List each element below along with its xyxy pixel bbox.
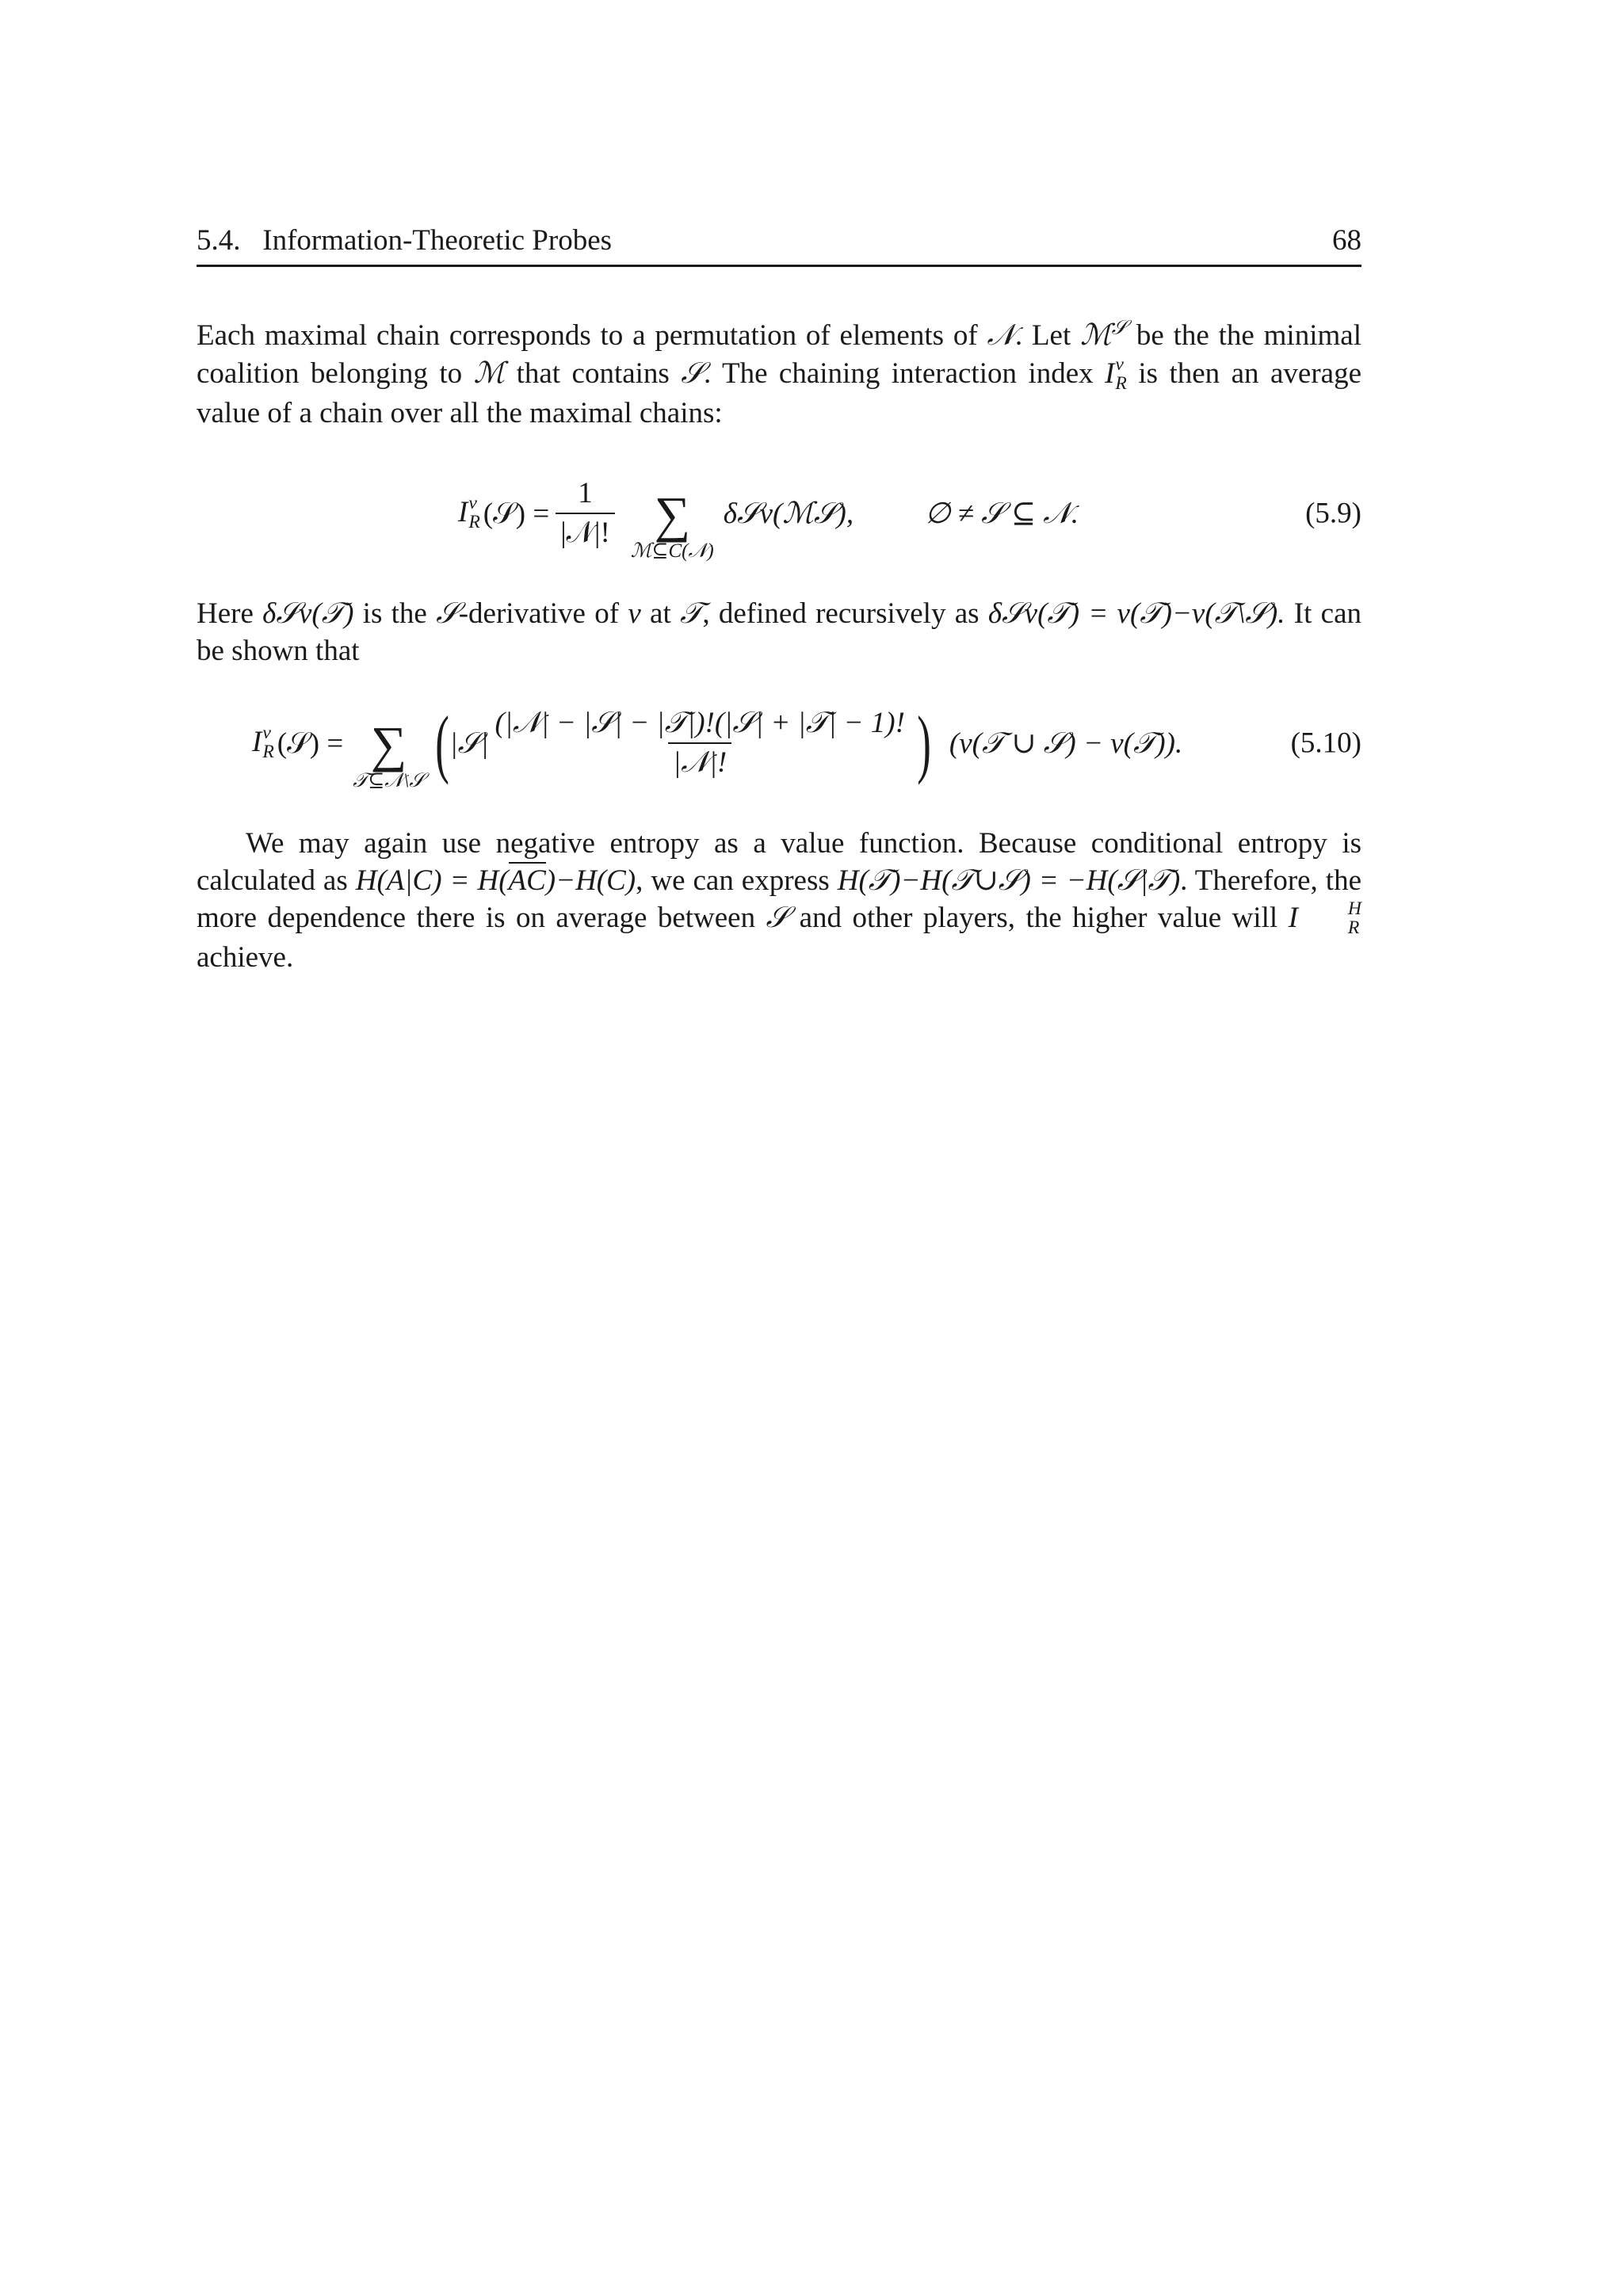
denominator: |𝒩|!: [556, 513, 615, 551]
text: -derivative of: [458, 597, 628, 631]
text: achieve.: [197, 941, 294, 974]
text: be the the minimal coalition belonging to: [197, 319, 1361, 390]
page-number: 68: [1332, 224, 1361, 257]
math: δ𝒮v(𝒯) = v(𝒯)−v(𝒯\𝒮).: [987, 597, 1285, 631]
text: . Therefore, the more dependence there is on average between: [197, 864, 1361, 935]
text: and other players, the higher value will: [789, 902, 1289, 935]
eq-fraction: [556, 476, 615, 551]
math-symbol: 𝒩: [987, 318, 1015, 352]
text: Each maximal chain corresponds to a permutation of elements of: [197, 319, 987, 352]
eq-fraction: [491, 706, 910, 780]
text: Here: [197, 597, 263, 631]
summation: [630, 486, 714, 563]
equation-number: (5.9): [1305, 497, 1361, 530]
eq-tail: (v(𝒯 ∪ 𝒮) − v(𝒯)).: [949, 727, 1183, 760]
text: that contains: [505, 357, 682, 390]
paragraph-chains: [197, 316, 1361, 432]
running-head: [197, 222, 1361, 267]
sum-icon: ∑: [654, 486, 691, 543]
eq-lhs: I v R: [458, 492, 480, 532]
math: H(A|C) = H(AC)−H(C): [356, 862, 636, 897]
math: 𝒮: [436, 597, 459, 631]
numerator: 1: [578, 477, 593, 510]
math-symbol: ℳ: [473, 356, 506, 390]
eq-condition: ∅ ≠ 𝒮 ⊆ 𝒩.: [925, 497, 1079, 530]
page: [197, 222, 1361, 976]
text: It can be shown that: [197, 597, 1361, 668]
math-symbol: I v R: [1105, 353, 1127, 394]
eq-lhs: I v R: [252, 722, 274, 762]
math: 𝒮: [766, 902, 789, 935]
denominator: |𝒩|!: [668, 742, 731, 780]
math-symbol: I H R: [1288, 898, 1362, 938]
text: is the: [353, 597, 437, 631]
math: δ𝒮v(𝒯): [262, 597, 354, 631]
text: . Let: [1014, 319, 1081, 352]
sum-icon: ∑: [370, 716, 407, 773]
text: , defined recursively as: [702, 597, 988, 631]
math: H(𝒯)−H(𝒯∪𝒮) = −H(𝒮|𝒯): [837, 864, 1181, 898]
sum-limit: 𝒯⊆𝒩\𝒮: [353, 770, 425, 792]
math-symbol: ℳ$^𝒮$: [1080, 315, 1128, 352]
paragraph-derivative: [197, 595, 1361, 669]
eq-coef: |𝒮|: [449, 727, 489, 760]
eq-arg: (𝒮) =: [277, 727, 344, 760]
section-title: 5.4. Information-Theoretic Probes: [197, 224, 613, 257]
equation-5-10: [197, 684, 1361, 803]
eq-arg: (𝒮) =: [483, 497, 550, 530]
right-paren: ): [917, 700, 931, 786]
numerator: (|𝒩| − |𝒮| − |𝒯|)!(|𝒮| + |𝒯| − 1)!: [495, 707, 905, 740]
summation: [353, 716, 425, 792]
math: v: [628, 597, 641, 631]
math: 𝒯: [680, 597, 703, 631]
paragraph-entropy: [197, 825, 1361, 976]
eq-term: δ𝒮v(ℳ𝒮),: [723, 497, 854, 530]
equation-number: (5.10): [1290, 727, 1361, 760]
text: is then an average value of a chain over all the maximal chains:: [197, 357, 1361, 430]
equation-5-9: [197, 454, 1361, 573]
text: We may again use negative entropy as a value function. Because conditional entropy is calculated as: [197, 827, 1361, 898]
text: at: [640, 597, 681, 631]
math-symbol: 𝒮: [681, 356, 704, 390]
left-paren: (: [434, 700, 449, 786]
text: . The chaining interaction index: [703, 357, 1106, 390]
sum-limit: ℳ⊆C(𝒩): [630, 540, 714, 563]
text: , we can express: [636, 864, 838, 898]
